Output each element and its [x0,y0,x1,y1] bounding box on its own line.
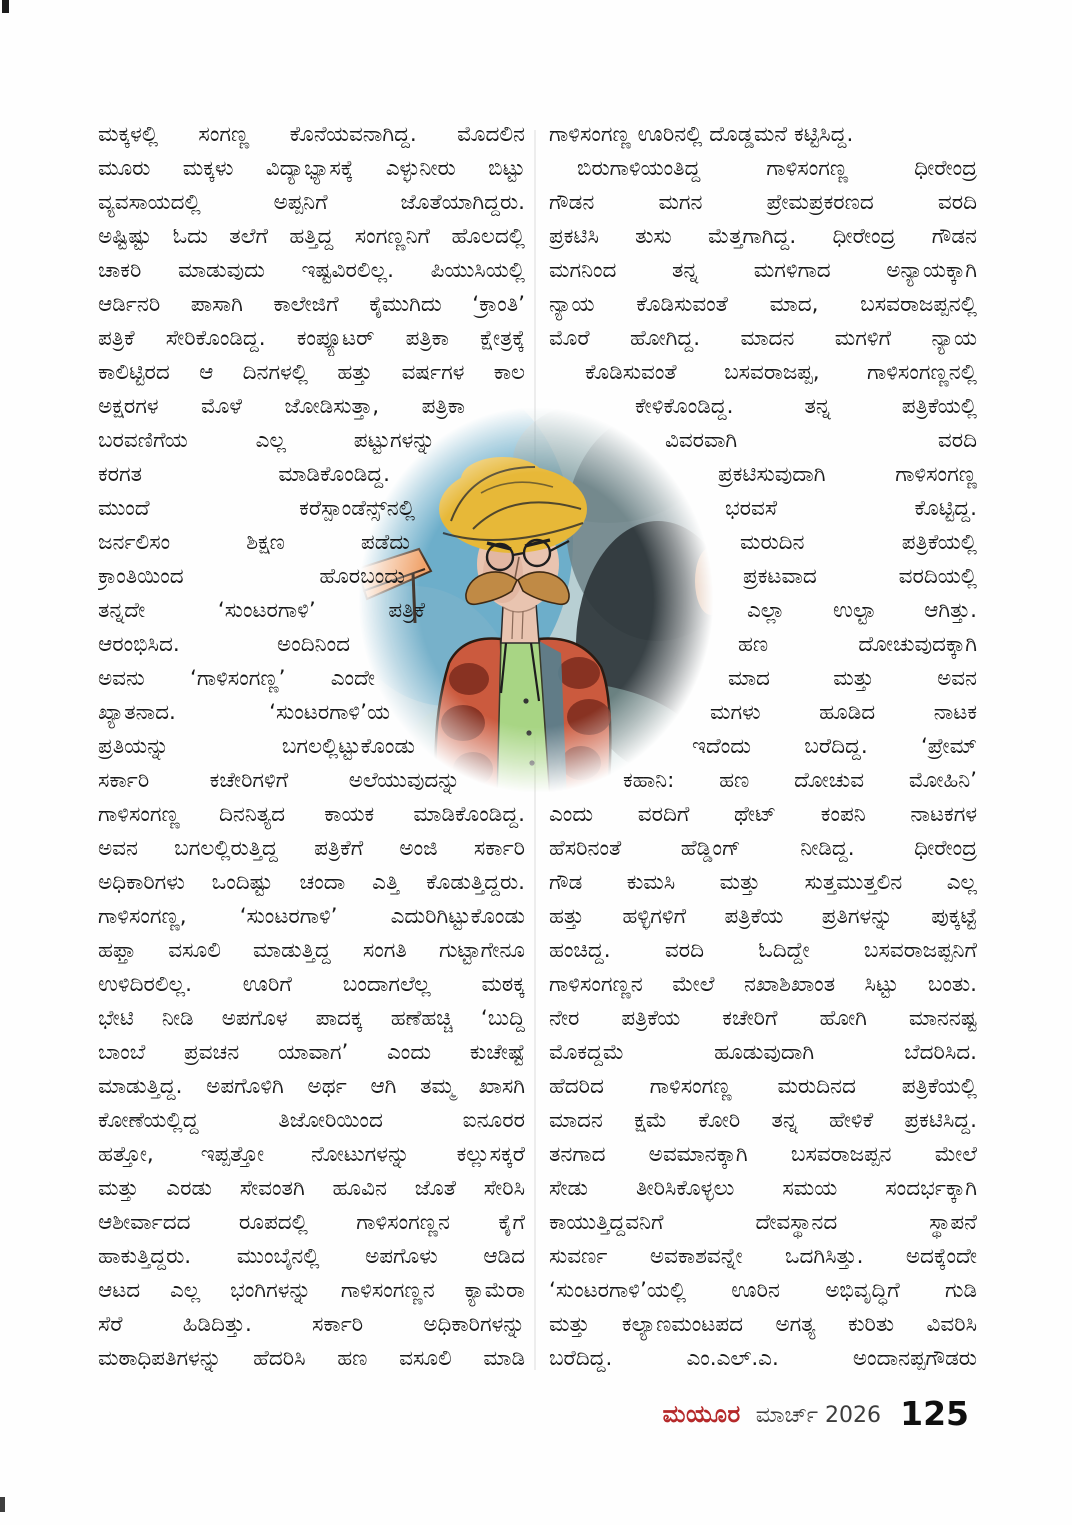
text-line: ಮಕ್ಕಳಲ್ಲಿ ಸಂಗಣ್ಣ ಕೊನೆಯವನಾಗಿದ್ದ. ಮೊದಲಿನ [98,122,525,147]
text-line: ಹಾಕುತ್ತಿದ್ದರು. ಮುಂಬೈನಲ್ಲಿ ಅಪಗೊಳು ಆಡಿದ [98,1244,525,1269]
text-line: ಖ್ಯಾತನಾದ. ‘ಸುಂಟರಗಾಳಿ’ಯ [98,700,390,725]
text-line: ಹಂಚಿದ್ದ. ವರದಿ ಓದಿದ್ದೇ ಬಸವರಾಜಪ್ಪನಿಗೆ [549,938,977,963]
text-line: ಆರಂಭಿಸಿದ. ಅಂದಿನಿಂದ [98,632,350,657]
page-footer [549,1394,969,1433]
text-line: ಕೊಡಿಸುವಂತೆ ಬಸವರಾಜಪ್ಪ, ಗಾಳಿಸಂಗಣ್ಣನಲ್ಲಿ [585,360,977,385]
text-line: ಉಳಿದಿರಲಿಲ್ಲ. ಊರಿಗೆ ಬಂದಾಗಲೆಲ್ಲ ಮಠಕ್ಕ [98,972,525,997]
text-line: ಹಣ ದೋಚುವುದಕ್ಕಾಗಿ [738,632,977,657]
text-line: ಕೇಳಿಕೊಂಡಿದ್ದ. ತನ್ನ ಪತ್ರಿಕೆಯಲ್ಲಿ [635,394,977,419]
text-line: ಮತ್ತು ಕಲ್ಯಾಣಮಂಟಪದ ಅಗತ್ಯ ಕುರಿತು ವಿವರಿಸಿ [549,1312,977,1337]
text-line: ಮಗಳು ಹೂಡಿದ ನಾಟಕ [710,700,977,725]
text-line: ಚಾಕರಿ ಮಾಡುವುದು ಇಷ್ಟವಿರಲಿಲ್ಲ. ಪಿಯುಸಿಯಲ್ಲಿ [98,258,525,283]
text-line: ಗಾಳಿಸಂಗಣ್ಣ ದಿನನಿತ್ಯದ ಕಾಯಕ ಮಾಡಿಕೊಂಡಿದ್ದ. [98,802,525,827]
text-line: ಪ್ರಕಟಿಸುವುದಾಗಿ ಗಾಳಿಸಂಗಣ್ಣ [718,462,977,487]
left-text-column [98,118,525,1376]
text-line: ಗೌಡನ ಮಗನ ಪ್ರೇಮಪ್ರಕರಣದ ವರದಿ [549,190,977,215]
text-line: ಭೇಟಿ ನೀಡಿ ಅಪಗೊಳ ಪಾದಕ್ಕ ಹಣೆಹಚ್ಚಿ ‘ಬುದ್ದಿ [98,1006,525,1031]
text-line: ಅಷ್ಟಿಷ್ಟು ಓದು ತಲೆಗೆ ಹತ್ತಿದ್ದ ಸಂಗಣ್ಣನಿಗೆ ಹೊಲದಲ್ಲಿ [98,224,525,249]
text-line: ಮಾಡುತ್ತಿದ್ದ. ಅಪಗೊಳಿಗಿ ಅರ್ಥ ಆಗಿ ತಮ್ಮ ಖಾಸಗಿ [98,1074,525,1099]
text-line: ಗಾಳಿಸಂಗಣ್ಣ ಊರಿನಲ್ಲಿ ದೊಡ್ಡಮನೆ ಕಟ್ಟಿಸಿದ್ದ. [549,122,854,147]
page-number: 125 [900,1394,969,1433]
text-line: ಹಫ್ತಾ ವಸೂಲಿ ಮಾಡುತ್ತಿದ್ದ ಸಂಗತಿ ಗುಟ್ಟಾಗೇನೂ [98,938,525,963]
text-line: ಹತ್ತೋ, ಇಪ್ಪತ್ತೋ ನೋಟುಗಳನ್ನು ಕಲ್ಲುಸಕ್ಕರೆ [98,1142,525,1167]
text-line: ಮೊಕದ್ದಮೆ ಹೂಡುವುದಾಗಿ ಬೆದರಿಸಿದ. [549,1040,977,1065]
text-line: ಬಾಂಬೆ ಪ್ರವಚನ ಯಾವಾಗ’ ಎಂದು ಕುಚೇಷ್ಟೆ [98,1040,525,1065]
text-line: ಮಠಾಧಿಪತಿಗಳನ್ನು ಹೆದರಿಸಿ ಹಣ ವಸೂಲಿ ಮಾಡಿ [98,1346,525,1371]
text-line: ಹತ್ತು ಹಳ್ಳಿಗಳಿಗೆ ಪತ್ರಿಕೆಯ ಪ್ರತಿಗಳನ್ನು ಪುಕ್ಕಟ್ಟೆ [549,904,977,929]
text-line: ಆಶೀರ್ವಾದದ ರೂಪದಲ್ಲಿ ಗಾಳಿಸಂಗಣ್ಣನ ಕೈಗೆ [98,1210,525,1235]
text-line: ಅಧಿಕಾರಿಗಳು ಒಂದಿಷ್ಟು ಚಂದಾ ಎತ್ತಿ ಕೊಡುತ್ತಿದ್ದರು. [98,870,525,895]
text-line: ಮಗನಿಂದ ತನ್ನ ಮಗಳಿಗಾದ ಅನ್ಯಾಯಕ್ಕಾಗಿ [549,258,977,283]
text-line: ಸೆರೆ ಹಿಡಿದಿತ್ತು. ಸರ್ಕಾರಿ ಅಧಿಕಾರಿಗಳನ್ನು [98,1312,525,1337]
text-line: ಸುವರ್ಣ ಅವಕಾಶವನ್ನೇ ಒದಗಿಸಿತ್ತು. ಅದಕ್ಕೆಂದೇ [549,1244,977,1269]
text-line: ವ್ಯವಸಾಯದಲ್ಲಿ ಅಪ್ಪನಿಗೆ ಜೊತೆಯಾಗಿದ್ದರು. [98,190,525,215]
text-line: ಕೋಣೆಯಲ್ಲಿದ್ದ ತಿಜೋರಿಯಿಂದ ಐನೂರರ [98,1108,525,1133]
text-line: ಮತ್ತು ಎರಡು ಸೇವಂತಗಿ ಹೂವಿನ ಜೊತೆ ಸೇರಿಸಿ [98,1176,525,1201]
text-line: ಮರುದಿನ ಪತ್ರಿಕೆಯಲ್ಲಿ [740,530,977,555]
text-line: ಬರೆದಿದ್ದ. ಎಂ.ಎಲ್.ಎ. ಅಂದಾನಪ್ಪಗೌಡರು [549,1346,977,1371]
text-line: ಮುಂದೆ ಕರೆಸ್ಪಾಂಡೆನ್ಸ್‌ನಲ್ಲಿ [98,496,415,521]
text-line: ಮೂರು ಮಕ್ಕಳು ವಿದ್ಯಾಭ್ಯಾಸಕ್ಕೆ ಎಳ್ಳುನೀರು ಬಿಟ್ಟು [98,156,525,181]
magazine-logo: ಮಯೂರ [662,1400,741,1428]
text-line: ಕರಗತ ಮಾಡಿಕೊಂಡಿದ್ದ. [98,462,390,487]
right-text-column [549,118,977,1376]
text-line: ‘ಸುಂಟರಗಾಳಿ’ಯಲ್ಲಿ ಊರಿನ ಅಭಿವೃದ್ಧಿಗೆ ಗುಡಿ [549,1278,977,1303]
text-line: ಪ್ರಕಟಿಸಿ ತುಸು ಮೆತ್ತಗಾಗಿದ್ದ. ಧೀರೇಂದ್ರ ಗೌಡನ [549,224,977,249]
text-line: ಸೇಡು ತೀರಿಸಿಕೊಳ್ಳಲು ಸಮಯ ಸಂದರ್ಭಕ್ಕಾಗಿ [549,1176,977,1201]
text-line: ಎಂದು ವರದಿಗೆ ಥೇಟ್ ಕಂಪನಿ ನಾಟಕಗಳ [549,802,977,827]
text-line: ನ್ಯಾಯ ಕೊಡಿಸುವಂತೆ ಮಾದ, ಬಸವರಾಜಪ್ಪನಲ್ಲಿ [549,292,977,317]
text-line: ಮಾದ ಮತ್ತು ಅವನ [728,666,977,691]
text-line: ಹೆಸರಿನಂತೆ ಹೆಡ್ಡಿಂಗ್ ನೀಡಿದ್ದ. ಧೀರೇಂದ್ರ [549,836,977,861]
text-line: ಮೊರೆ ಹೋಗಿದ್ದ. ಮಾದನ ಮಗಳಿಗೆ ನ್ಯಾಯ [549,326,977,351]
text-line: ಗಾಳಿಸಂಗಣ್ಣ, ‘ಸುಂಟರಗಾಳಿ’ ಎದುರಿಗಿಟ್ಟುಕೊಂಡು [98,904,525,929]
text-line: ಬರವಣಿಗೆಯ ಎಲ್ಲ ಪಟ್ಟುಗಳನ್ನು [98,428,435,453]
text-line: ಕಹಾನಿ: ಹಣ ದೋಚುವ ಮೋಹಿನಿ’ [623,768,977,793]
issue-date: ಮಾರ್ಚ್ 2026 [755,1403,882,1428]
scan-artifact-top-left [2,0,9,13]
text-line: ಸರ್ಕಾರಿ ಕಚೇರಿಗಳಿಗೆ ಅಲೆಯುವುದನ್ನು [98,768,460,793]
text-line: ಆರ್ಡಿನರಿ ಪಾಸಾಗಿ ಕಾಲೇಜಿಗೆ ಕೈಮುಗಿದು ‘ಕ್ರಾಂತಿ’ [98,292,525,317]
text-line: ಎಲ್ಲಾ ಉಲ್ಟಾ ಆಗಿತ್ತು. [747,598,977,623]
text-line: ಕಾಲಿಟ್ಟಿರದ ಆ ದಿನಗಳಲ್ಲಿ ಹತ್ತು ವರ್ಷಗಳ ಕಾಲ [98,360,525,385]
text-line: ಪ್ರತಿಯನ್ನು ಬಗಲಲ್ಲಿಟ್ಟುಕೊಂಡು [98,734,415,759]
text-line: ಅವನ ಬಗಲಲ್ಲಿರುತ್ತಿದ್ದ ಪತ್ರಿಕೆಗೆ ಅಂಜಿ ಸರ್ಕಾರಿ [98,836,525,861]
text-line: ಅಕ್ಷರಗಳ ಮೊಳೆ ಜೋಡಿಸುತ್ತಾ, ಪತ್ರಿಕಾ [98,394,465,419]
text-line: ಕ್ರಾಂತಿಯಿಂದ ಹೊರಬಂದು [98,564,405,589]
text-line: ಮಾದನ ಕ್ಷಮೆ ಕೋರಿ ತನ್ನ ಹೇಳಿಕೆ ಪ್ರಕಟಿಸಿದ್ದ. [549,1108,977,1133]
text-line: ಬಿರುಗಾಳಿಯಂತಿದ್ದ ಗಾಳಿಸಂಗಣ್ಣ ಧೀರೇಂದ್ರ [577,156,977,181]
text-line: ಭರವಸೆ ಕೊಟ್ಟಿದ್ದ. [725,496,977,521]
text-line: ಗಾಳಿಸಂಗಣ್ಣನ ಮೇಲೆ ನಖಾಶಿಖಾಂತ ಸಿಟ್ಟು ಬಂತು. [549,972,977,997]
text-line: ಪ್ರಕಟವಾದ ವರದಿಯಲ್ಲಿ [743,564,977,589]
text-line: ತನ್ನದೇ ‘ಸುಂಟರಗಾಳಿ’ ಪತ್ರಿಕೆ [98,598,425,623]
text-line: ಹೆದರಿದ ಗಾಳಿಸಂಗಣ್ಣ ಮರುದಿನದ ಪತ್ರಿಕೆಯಲ್ಲಿ [549,1074,977,1099]
text-line: ಗೌಡ ಕುಮಸಿ ಮತ್ತು ಸುತ್ತಮುತ್ತಲಿನ ಎಲ್ಲ [549,870,977,895]
text-line: ವಿವರವಾಗಿ ವರದಿ [665,428,977,453]
text-line: ಇದೆಂದು ಬರೆದಿದ್ದ. ‘ಪ್ರೇಮ್ [692,734,977,759]
text-line: ಜರ್ನಲಿಸಂ ಶಿಕ್ಷಣ ಪಡೆದು [98,530,410,555]
text-line: ಪತ್ರಿಕೆ ಸೇರಿಕೊಂಡಿದ್ದ. ಕಂಪ್ಯೂಟರ್ ಪತ್ರಿಕಾ ಕ್ಷೇತ್ರಕ್ಕೆ [98,326,525,351]
text-line: ತನಗಾದ ಅವಮಾನಕ್ಕಾಗಿ ಬಸವರಾಜಪ್ಪನ ಮೇಲೆ [549,1142,977,1167]
scan-artifact-bottom-left [0,1497,5,1512]
text-line: ಆಟದ ಎಲ್ಲ ಭಂಗಿಗಳನ್ನು ಗಾಳಿಸಂಗಣ್ಣನ ಕ್ಯಾಮೆರಾ [98,1278,525,1303]
text-line: ಅವನು ‘ಗಾಳಿಸಂಗಣ್ಣ’ ಎಂದೇ [98,666,375,691]
text-line: ನೇರ ಪತ್ರಿಕೆಯ ಕಚೇರಿಗೆ ಹೋಗಿ ಮಾನನಷ್ಟ [549,1006,977,1031]
text-line: ಕಾಯುತ್ತಿದ್ದವನಿಗೆ ದೇವಸ್ಥಾನದ ಸ್ಥಾಪನೆ [549,1210,977,1235]
